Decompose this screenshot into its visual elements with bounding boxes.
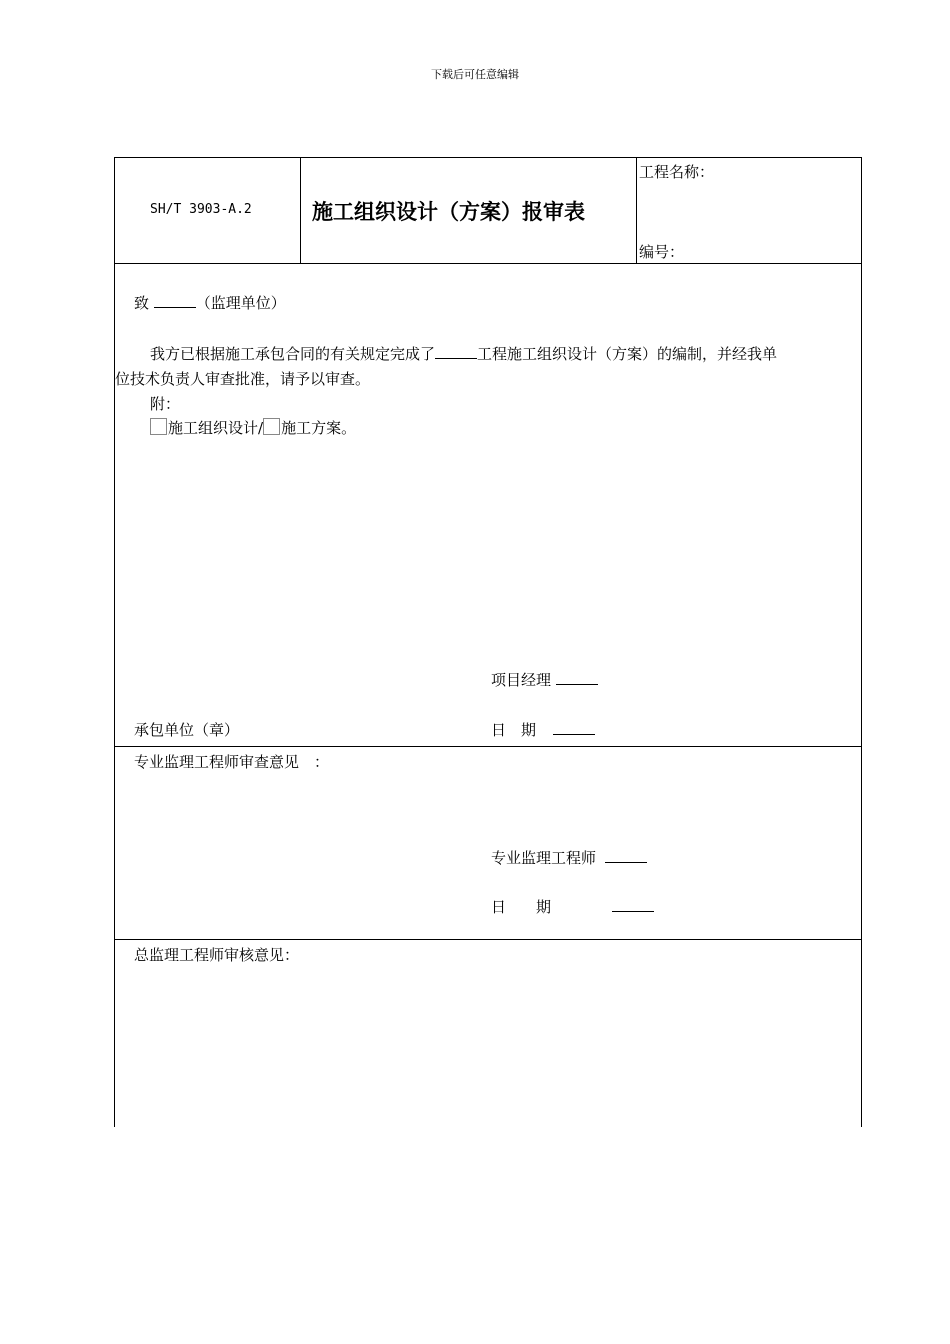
- form-code: SH/T 3903-A.2: [150, 202, 252, 217]
- table-left-border: [114, 157, 115, 1127]
- option-construction-plan: 施工方案。: [281, 419, 357, 437]
- specialist-engineer-blank[interactable]: [605, 848, 647, 863]
- project-manager-blank[interactable]: [556, 670, 598, 685]
- body-line-1: [150, 343, 777, 364]
- header-bottom-border: [114, 263, 862, 264]
- body-part-1: 我方已根据施工承包合同的有关规定完成了: [150, 345, 436, 363]
- top-note: 下载后可任意编辑: [431, 68, 519, 81]
- chief-opinion-label: 总监理工程师审核意见：: [134, 946, 300, 964]
- body-line-2: 位技术负责人审查批准，请予以审查。: [115, 370, 371, 388]
- supervisor-unit-blank[interactable]: [154, 293, 196, 308]
- section1-date-line: [491, 719, 595, 740]
- contractor-label: 承包单位（章）: [134, 721, 240, 739]
- section2-date-label: 日 期: [491, 898, 552, 916]
- to-prefix: 致: [134, 294, 150, 312]
- section1-date-label: 日 期: [491, 721, 537, 739]
- to-suffix: （监理单位）: [195, 294, 286, 312]
- section2-date-blank[interactable]: [612, 897, 654, 912]
- header-divider-2: [636, 157, 637, 263]
- attachment-options: [150, 417, 356, 438]
- section1-bottom-border: [114, 746, 862, 747]
- attachment-label: 附：: [150, 395, 181, 413]
- number-label: 编号：: [639, 243, 685, 261]
- project-name-label: 工程名称：: [639, 163, 715, 181]
- form-title: 施工组织设计（方案）报审表: [312, 199, 585, 224]
- table-top-border: [114, 157, 862, 158]
- section2-bottom-border: [114, 939, 862, 940]
- checkbox-construction-plan[interactable]: [263, 418, 280, 435]
- body-part-2: 工程施工组织设计（方案）的编制，并经我单: [477, 345, 778, 363]
- header-divider-1: [300, 157, 301, 263]
- project-manager-label: 项目经理: [491, 671, 552, 689]
- checkbox-construction-design[interactable]: [150, 418, 167, 435]
- addressee-line: [134, 292, 286, 313]
- specialist-opinion-label: 专业监理工程师审查意见 ：: [134, 753, 330, 771]
- specialist-engineer-label: 专业监理工程师: [491, 849, 597, 867]
- section1-date-blank[interactable]: [553, 720, 595, 735]
- option-construction-design: 施工组织设计/: [168, 419, 264, 437]
- section2-date-line: [491, 896, 654, 917]
- project-manager-line: [491, 669, 598, 690]
- table-right-border: [861, 157, 862, 1127]
- project-blank[interactable]: [435, 344, 477, 359]
- specialist-engineer-line: [491, 847, 647, 868]
